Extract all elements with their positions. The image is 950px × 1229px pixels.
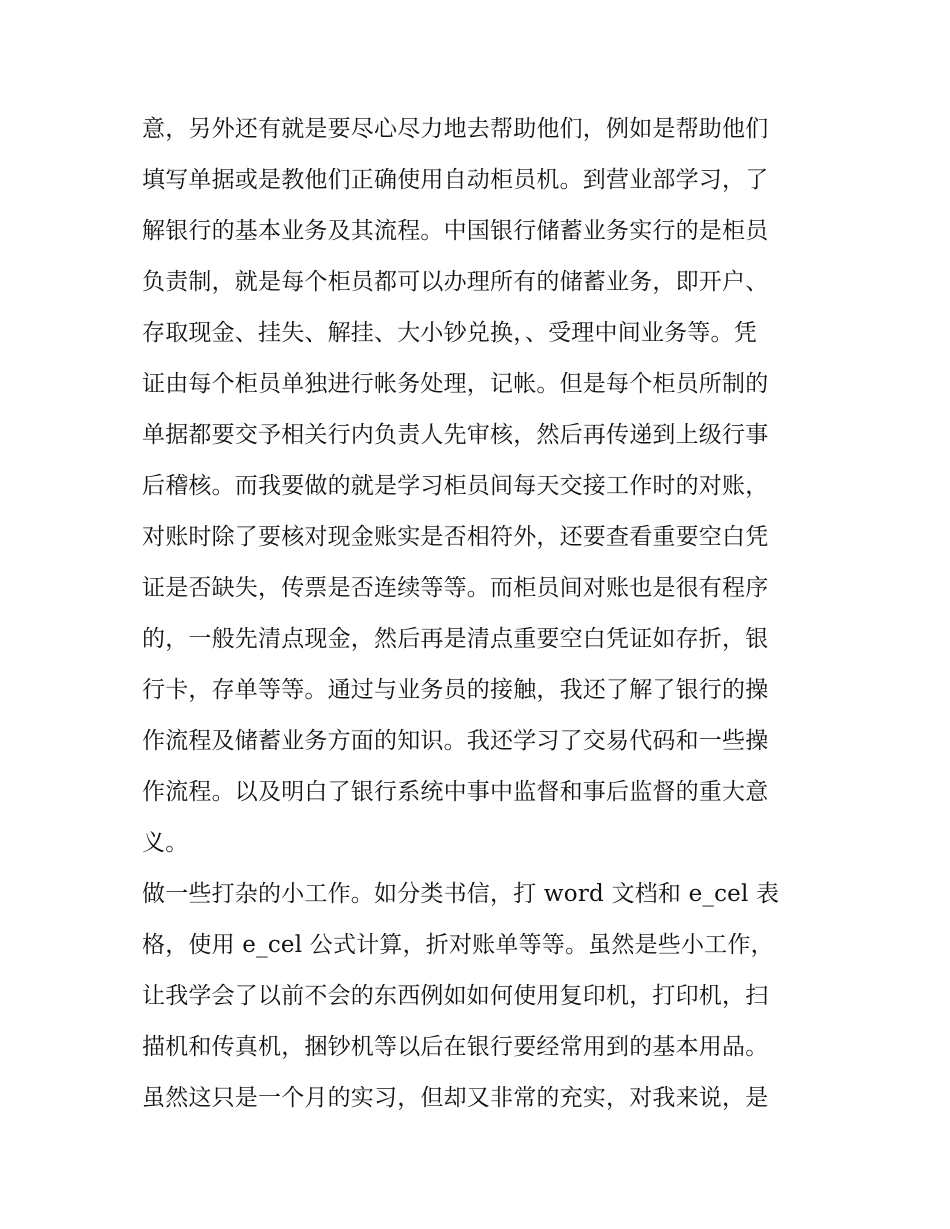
text-line: 负责制，就是每个柜员都可以办理所有的储蓄业务，即开户、 — [142, 269, 769, 295]
text-line: 存取现金、挂失、解挂、大小钞兑换，、受理中间业务等。凭 — [142, 320, 757, 346]
text-line: 证由每个柜员单独进行帐务处理，记帐。但是每个柜员所制的 — [142, 371, 769, 397]
text-line: 填写单据或是教他们正确使用自动柜员机。到营业部学习，了 — [142, 167, 769, 193]
text-line: 让我学会了以前不会的东西例如如何使用复印机，打印机，扫 — [142, 983, 769, 1009]
text-line: 后稽核。而我要做的就是学习柜员间每天交接工作时的对账， — [142, 473, 769, 499]
text-line: 的，一般先清点现金，然后再是清点重要空白凭证如存折，银 — [142, 626, 769, 652]
text-line: 证是否缺失，传票是否连续等等。而柜员间对账也是很有程序 — [142, 575, 769, 601]
text-line: 做一些打杂的小工作。如分类书信，打 word 文档和 e_cel 表 — [142, 881, 780, 907]
text-line: 行卡，存单等等。通过与业务员的接触，我还了解了银行的操 — [142, 677, 769, 703]
text-line: 作流程。以及明白了银行系统中事中监督和事后监督的重大意 — [142, 779, 769, 805]
text-line: 义。 — [142, 830, 189, 856]
text-line: 意，另外还有就是要尽心尽力地去帮助他们，例如是帮助他们 — [142, 116, 769, 142]
text-line: 单据都要交予相关行内负责人先审核，然后再传递到上级行事 — [142, 422, 769, 448]
text-line: 作流程及储蓄业务方面的知识。我还学习了交易代码和一些操 — [142, 728, 769, 754]
text-line: 虽然这只是一个月的实习，但却又非常的充实，对我来说，是 — [142, 1085, 769, 1111]
text-line: 对账时除了要核对现金账实是否相符外，还要查看重要空白凭 — [142, 524, 769, 550]
document-body — [142, 104, 810, 1124]
text-line: 解银行的基本业务及其流程。中国银行储蓄业务实行的是柜员 — [142, 218, 769, 244]
text-line: 格，使用 e_cel 公式计算，折对账单等等。虽然是些小工作， — [142, 932, 774, 958]
text-line: 描机和传真机，捆钞机等以后在银行要经常用到的基本用品。 — [142, 1034, 769, 1060]
